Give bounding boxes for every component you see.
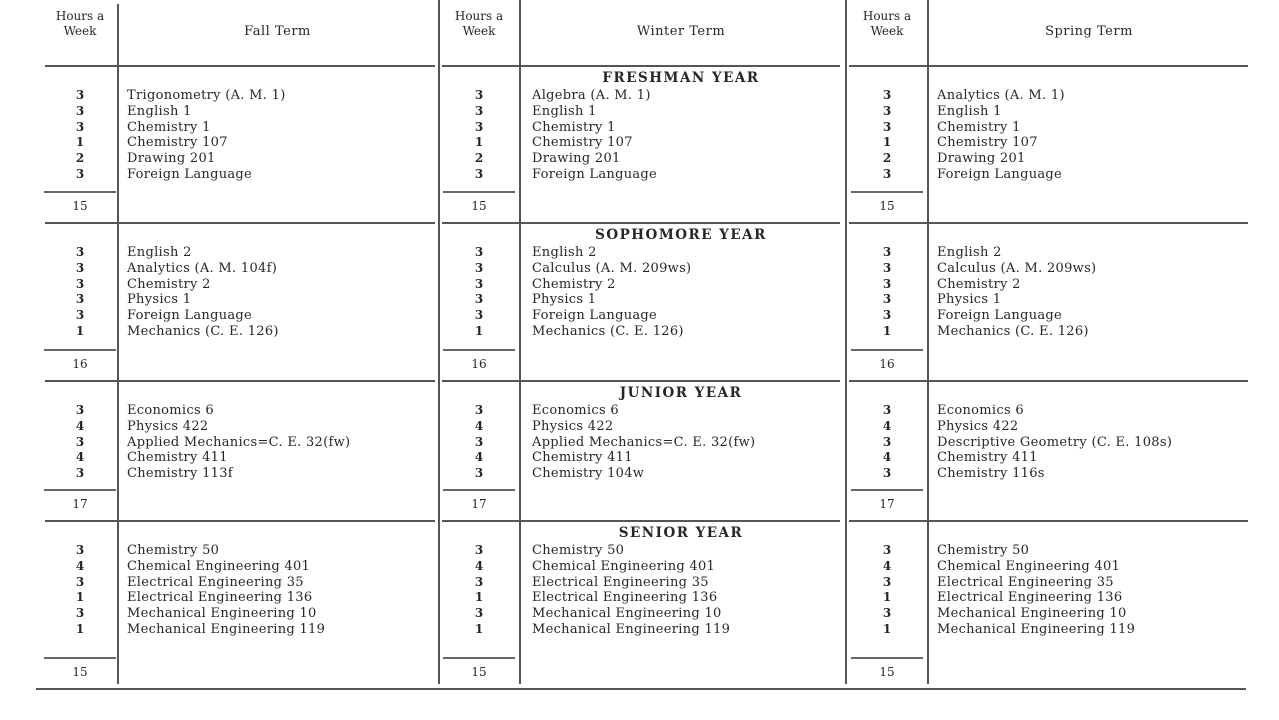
course-name: Mechanics (C. E. 126): [127, 324, 279, 339]
course-hours: 3: [882, 292, 892, 307]
course-name: Physics 1: [937, 292, 1002, 308]
section-rule: [849, 380, 1248, 382]
course-name: Descriptive Geometry (C. E. 108s): [937, 434, 1173, 450]
total-rule: [443, 191, 515, 193]
course-name: Mechanics (C. E. 126): [532, 324, 684, 339]
course-hours: 4: [474, 418, 484, 433]
section-rule: [45, 520, 435, 522]
course-name: Foreign Language: [532, 308, 658, 324]
course-name: Chemistry 107: [532, 135, 633, 151]
course-hours: 1: [474, 324, 484, 338]
total-rule: [851, 489, 923, 491]
course-hours: 4: [75, 418, 85, 433]
course-hours: 3: [474, 88, 484, 102]
term-total-hours: 15: [471, 665, 487, 679]
course-hours: 3: [474, 292, 484, 307]
hours-header-fall: Hours a Week: [55, 9, 105, 38]
column-divider: [438, 0, 440, 684]
senior-year-title: SENIOR YEAR: [618, 525, 744, 541]
course-hours: 3: [75, 167, 85, 181]
course-name: Physics 1: [532, 292, 597, 308]
term-header-fall: Fall Term: [244, 24, 311, 39]
course-hours: 1: [882, 622, 892, 636]
course-hours: 3: [474, 434, 484, 449]
course-name: Applied Mechanics=C. E. 32(fw): [532, 434, 756, 450]
total-rule: [44, 489, 116, 491]
section-rule: [442, 65, 840, 67]
total-rule: [851, 191, 923, 193]
course-name: Calculus (A. M. 209ws): [532, 260, 692, 276]
total-rule: [851, 349, 923, 351]
course-name: Foreign Language: [127, 308, 253, 324]
course-name: Foreign Language: [937, 308, 1063, 324]
course-hours: 3: [75, 466, 85, 481]
course-name: Electrical Engineering 136: [127, 590, 313, 606]
course-hours: 3: [882, 403, 892, 417]
course-name: Chemistry 107: [127, 135, 228, 151]
course-hours: 3: [75, 606, 85, 621]
term-total-hours: 15: [879, 665, 895, 679]
course-hours: 4: [75, 450, 85, 465]
course-name: Analytics (A. M. 104f): [127, 260, 278, 276]
course-hours: 3: [882, 308, 892, 323]
section-rule: [45, 65, 435, 67]
course-hours: 3: [882, 103, 892, 118]
course-hours: 3: [882, 466, 892, 481]
course-hours: 3: [882, 167, 892, 181]
course-hours: 3: [882, 88, 892, 102]
course-name: Drawing 201: [532, 151, 621, 167]
course-hours: 1: [474, 590, 484, 605]
course-name: Chemical Engineering 401: [127, 558, 311, 574]
course-hours: 1: [75, 135, 85, 150]
course-name: Analytics (A. M. 1): [937, 88, 1065, 103]
course-name: English 2: [532, 245, 597, 260]
course-hours: 3: [75, 543, 85, 557]
course-name: English 2: [937, 245, 1002, 260]
course-hours: 3: [75, 276, 85, 291]
course-hours: 3: [474, 543, 484, 557]
course-name: English 1: [532, 103, 597, 119]
course-name: Chemical Engineering 401: [937, 558, 1121, 574]
course-name: Physics 422: [532, 418, 614, 434]
total-rule: [44, 657, 116, 659]
course-hours: 3: [474, 606, 484, 621]
term-total-hours: 17: [879, 497, 895, 511]
course-name: Mechanical Engineering 119: [937, 622, 1136, 637]
section-rule: [442, 380, 840, 382]
course-hours: 3: [474, 119, 484, 134]
course-hours: 1: [75, 590, 85, 605]
course-hours: 3: [474, 103, 484, 118]
course-hours: 3: [75, 245, 85, 259]
section-rule: [442, 520, 840, 522]
course-hours: 3: [882, 260, 892, 275]
section-rule: [442, 222, 840, 224]
course-hours: 3: [474, 308, 484, 323]
course-hours: 3: [75, 434, 85, 449]
course-hours: 3: [75, 260, 85, 275]
course-name: English 1: [127, 103, 192, 119]
course-name: Economics 6: [127, 403, 214, 418]
course-name: Chemistry 2: [127, 276, 211, 292]
section-rule: [849, 222, 1248, 224]
course-hours: 3: [75, 574, 85, 589]
section-rule: [45, 222, 435, 224]
course-name: Physics 422: [127, 418, 209, 434]
course-hours: 3: [474, 403, 484, 417]
course-name: Economics 6: [532, 403, 619, 418]
course-hours: 2: [474, 151, 484, 166]
course-hours: 3: [75, 308, 85, 323]
sophomore-year-title: SOPHOMORE YEAR: [595, 227, 767, 243]
term-total-hours: 15: [72, 665, 88, 679]
course-hours: 3: [474, 245, 484, 259]
term-total-hours: 16: [879, 357, 895, 371]
course-hours: 3: [882, 276, 892, 291]
course-hours: 3: [474, 260, 484, 275]
course-name: Electrical Engineering 35: [532, 574, 709, 590]
section-rule: [45, 380, 435, 382]
course-hours: 3: [474, 276, 484, 291]
course-hours: 4: [474, 450, 484, 465]
column-divider: [519, 0, 521, 684]
course-name: Chemistry 1: [937, 119, 1021, 135]
course-hours: 3: [75, 88, 85, 102]
course-name: Mechanical Engineering 119: [127, 622, 326, 637]
course-name: Electrical Engineering 136: [532, 590, 718, 606]
course-name: Mechanical Engineering 10: [937, 606, 1127, 622]
course-name: Chemical Engineering 401: [532, 558, 716, 574]
section-rule: [849, 520, 1248, 522]
total-rule: [443, 349, 515, 351]
course-name: Chemistry 116s: [937, 466, 1045, 482]
course-name: English 1: [937, 103, 1002, 119]
column-divider: [845, 0, 847, 684]
term-total-hours: 16: [72, 357, 88, 371]
freshman-year-title: FRESHMAN YEAR: [602, 70, 760, 86]
total-rule: [44, 349, 116, 351]
course-name: Mechanical Engineering 10: [127, 606, 317, 622]
course-name: Mechanical Engineering 119: [532, 622, 731, 637]
course-hours: 4: [474, 558, 484, 573]
course-name: Chemistry 1: [127, 119, 211, 135]
course-name: Foreign Language: [127, 167, 253, 182]
term-total-hours: 17: [72, 497, 88, 511]
course-name: Applied Mechanics=C. E. 32(fw): [127, 434, 351, 450]
course-name: Chemistry 50: [532, 543, 625, 558]
term-total-hours: 17: [471, 497, 487, 511]
course-hours: 1: [75, 324, 85, 338]
course-name: Chemistry 113f: [127, 466, 233, 482]
course-hours: 1: [474, 622, 484, 636]
course-hours: 3: [882, 119, 892, 134]
term-total-hours: 15: [72, 199, 88, 213]
course-hours: 4: [882, 418, 892, 433]
course-hours: 1: [882, 590, 892, 605]
course-hours: 4: [75, 558, 85, 573]
course-name: Chemistry 2: [937, 276, 1021, 292]
course-name: Chemistry 411: [127, 450, 228, 466]
total-rule: [851, 657, 923, 659]
junior-year-title: JUNIOR YEAR: [619, 385, 743, 401]
course-hours: 1: [882, 135, 892, 150]
course-name: Electrical Engineering 35: [127, 574, 304, 590]
term-total-hours: 15: [471, 199, 487, 213]
course-name: Mechanics (C. E. 126): [937, 324, 1089, 339]
course-hours: 2: [75, 151, 85, 166]
course-name: Drawing 201: [937, 151, 1026, 167]
total-rule: [44, 191, 116, 193]
course-name: Chemistry 107: [937, 135, 1038, 151]
course-hours: 2: [882, 151, 892, 166]
course-hours: 4: [882, 450, 892, 465]
section-rule: [849, 65, 1248, 67]
course-name: Chemistry 104w: [532, 466, 645, 482]
hours-header-winter: Hours a Week: [454, 9, 504, 38]
course-name: Chemistry 50: [127, 543, 220, 558]
course-name: Foreign Language: [937, 167, 1063, 182]
course-name: Chemistry 411: [937, 450, 1038, 466]
course-hours: 4: [882, 558, 892, 573]
total-rule: [443, 489, 515, 491]
term-header-spring: Spring Term: [1045, 24, 1133, 39]
course-name: Economics 6: [937, 403, 1024, 418]
course-hours: 3: [474, 466, 484, 481]
course-hours: 3: [75, 119, 85, 134]
course-hours: 3: [882, 606, 892, 621]
course-hours: 3: [882, 434, 892, 449]
bottom-rule: [36, 688, 1246, 690]
course-hours: 1: [75, 622, 85, 636]
course-hours: 3: [882, 543, 892, 557]
course-name: Foreign Language: [532, 167, 658, 182]
course-name: Chemistry 411: [532, 450, 633, 466]
term-total-hours: 15: [879, 199, 895, 213]
course-name: Algebra (A. M. 1): [532, 88, 651, 103]
course-name: Electrical Engineering 136: [937, 590, 1123, 606]
course-hours: 3: [75, 292, 85, 307]
term-total-hours: 16: [471, 357, 487, 371]
course-name: Physics 422: [937, 418, 1019, 434]
course-name: Calculus (A. M. 209ws): [937, 260, 1097, 276]
column-divider: [927, 0, 929, 684]
course-name: Chemistry 2: [532, 276, 616, 292]
course-hours: 3: [882, 245, 892, 259]
total-rule: [443, 657, 515, 659]
course-name: Mechanical Engineering 10: [532, 606, 722, 622]
course-name: Trigonometry (A. M. 1): [127, 88, 286, 103]
course-hours: 3: [75, 103, 85, 118]
course-hours: 3: [75, 403, 85, 417]
course-hours: 3: [474, 574, 484, 589]
course-name: Electrical Engineering 35: [937, 574, 1114, 590]
course-name: Drawing 201: [127, 151, 216, 167]
course-hours: 3: [882, 574, 892, 589]
term-header-winter: Winter Term: [636, 24, 726, 39]
course-hours: 3: [474, 167, 484, 181]
hours-header-spring: Hours a Week: [862, 9, 912, 38]
course-name: English 2: [127, 245, 192, 260]
course-hours: 1: [474, 135, 484, 150]
course-name: Physics 1: [127, 292, 192, 308]
course-name: Chemistry 1: [532, 119, 616, 135]
course-name: Chemistry 50: [937, 543, 1030, 558]
course-hours: 1: [882, 324, 892, 338]
